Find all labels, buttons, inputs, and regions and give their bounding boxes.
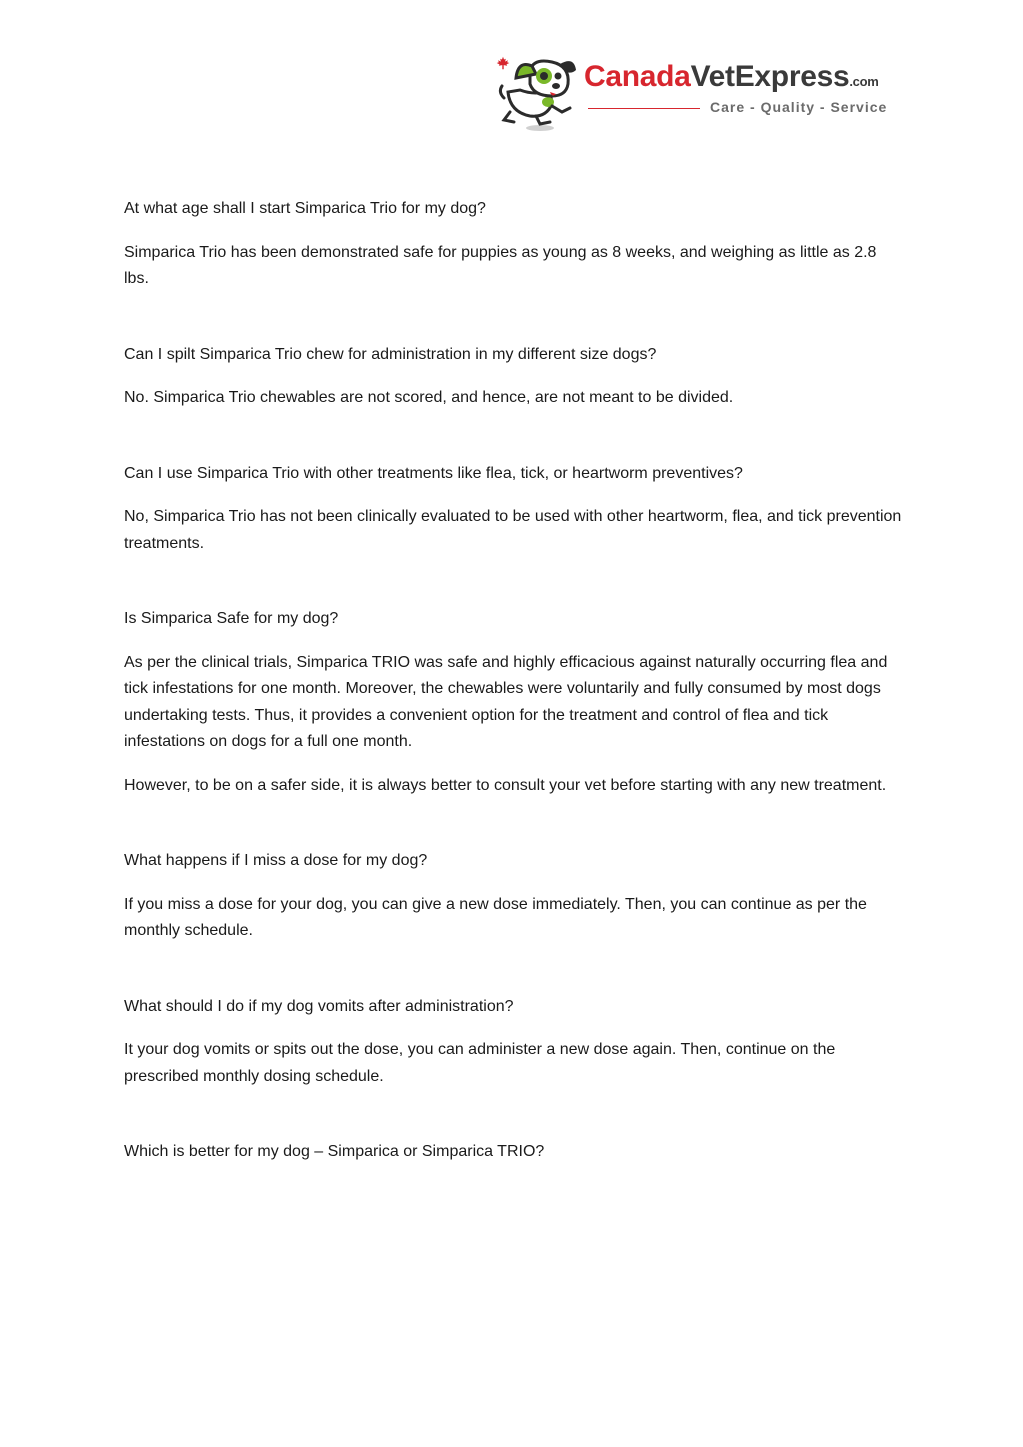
brand-name-part-vetexpress: VetExpress [690,60,850,93]
faq-item [124,196,904,293]
brand-tagline: Care - Quality - Service [710,99,888,115]
faq-answer: Simparica Trio has been demonstrated safe for puppies as young as 8 weeks, and weighing as little as 2.8 lbs. [124,243,877,287]
logo-divider-line [588,108,700,109]
faq-question: At what age shall I start Simparica Trio for my dog? [124,200,486,217]
faq-question: Can I spilt Simparica Trio chew for administration in my different size dogs? [124,345,657,363]
faq-item [124,848,904,945]
faq-question: Is Simparica Safe for my dog? [124,610,339,627]
faq-item [124,1139,904,1166]
faq-item [124,461,904,558]
faq-question: What should I do if my dog vomits after administration? [124,997,514,1015]
faq-answer: No. Simparica Trio chewables are not scored, and hence, are not meant to be divided. [124,389,734,406]
brand-name-part-com: .com [849,74,879,89]
faq-item [124,606,904,799]
faq-item [124,994,904,1091]
brand-name-part-canada: Canada [584,60,691,93]
faq-item [124,342,904,412]
faq-question: What happens if I miss a dose for my dog? [124,852,428,869]
faq-answer: However, to be on a safer side, it is always better to consult your vet before starting with any new treatment. [124,776,887,794]
faq-answer: As per the clinical trials, Simparica TRIO was safe and highly efficacious against naturally occurring flea and tick infestations for one month. Moreover, the chewables were voluntarily and fully consumed by most dogs undertaking tests. Thus, it provides a convenient option for the treatment and control of flea and tick infestations on dogs for a full one month. [124,653,888,750]
brand-logo [496,56,906,136]
faq-answer: If you miss a dose for your dog, you can give a new dose immediately. Then, you can continue as per the monthly schedule. [124,895,867,939]
faq-question: Which is better for my dog – Simparica or Simparica TRIO? [124,1143,545,1160]
faq-question: Can I use Simparica Trio with other treatments like flea, tick, or heartworm preventives? [124,464,743,482]
maple-leaf-icon [496,56,510,70]
brand-name [584,60,879,99]
faq-document [124,196,904,1215]
faq-answer: It your dog vomits or spits out the dose, you can administer a new dose again. Then, continue on the prescribed monthly dosing schedule. [124,1041,836,1085]
faq-answer: No, Simparica Trio has not been clinically evaluated to be used with other heartworm, flea, and tick prevention treatments. [124,508,902,552]
